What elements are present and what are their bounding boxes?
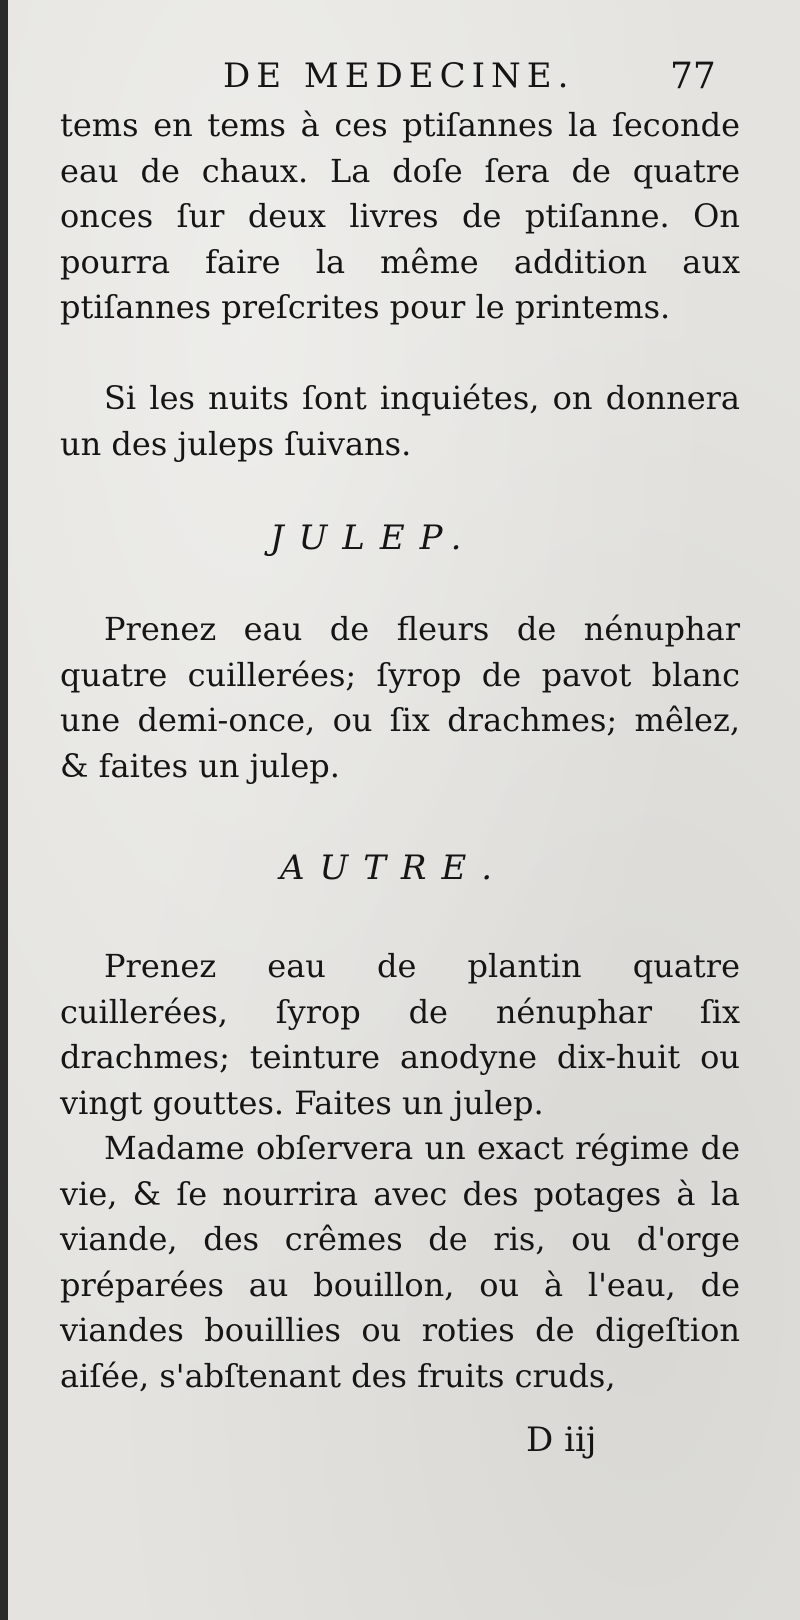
paragraph-regimen: Madame obſervera un exact régime de vie, & ſe nourrira avec des potages à la viande, des crêmes de ris, ou d'orge préparées au bouillon, ou à l'eau, de viandes bouillies ou roties de digeſtion aiſée, s'abſtenant des fruits cruds, [60,1129,740,1395]
running-title: DE MEDECINE. [223,56,575,96]
signature-mark: D iij [526,1420,597,1460]
page-header [8,56,800,104]
paragraph-autre-recipe: Prenez eau de plantin quatre cuillerées, ſyrop de nénuphar ſix drachmes; teinture anodyne dix-huit ou vingt gouttes. Faites un julep. [60,947,740,1122]
paragraph-continuation: tems en tems à ces ptiſannes la ſeconde eau de chaux. La doſe ſera de quatre onces ſur deux livres de ptiſanne. On pourra faire la même addition aux ptiſannes preſcrites pour le printems. [60,106,740,326]
paragraph-julep-recipe: Prenez eau de fleurs de nénuphar quatre cuillerées; ſyrop de pavot blanc une demi-once, ou ſix drachmes; mêlez, & faites un julep. [60,610,740,785]
heading-julep: JULEP. [270,518,477,558]
book-page [8,0,800,1620]
heading-autre: AUTRE. [280,848,508,888]
paragraph-nights: Si les nuits ſont inquiétes, on donnera un des juleps ſuivans. [60,379,740,463]
page-number: 77 [670,56,716,97]
